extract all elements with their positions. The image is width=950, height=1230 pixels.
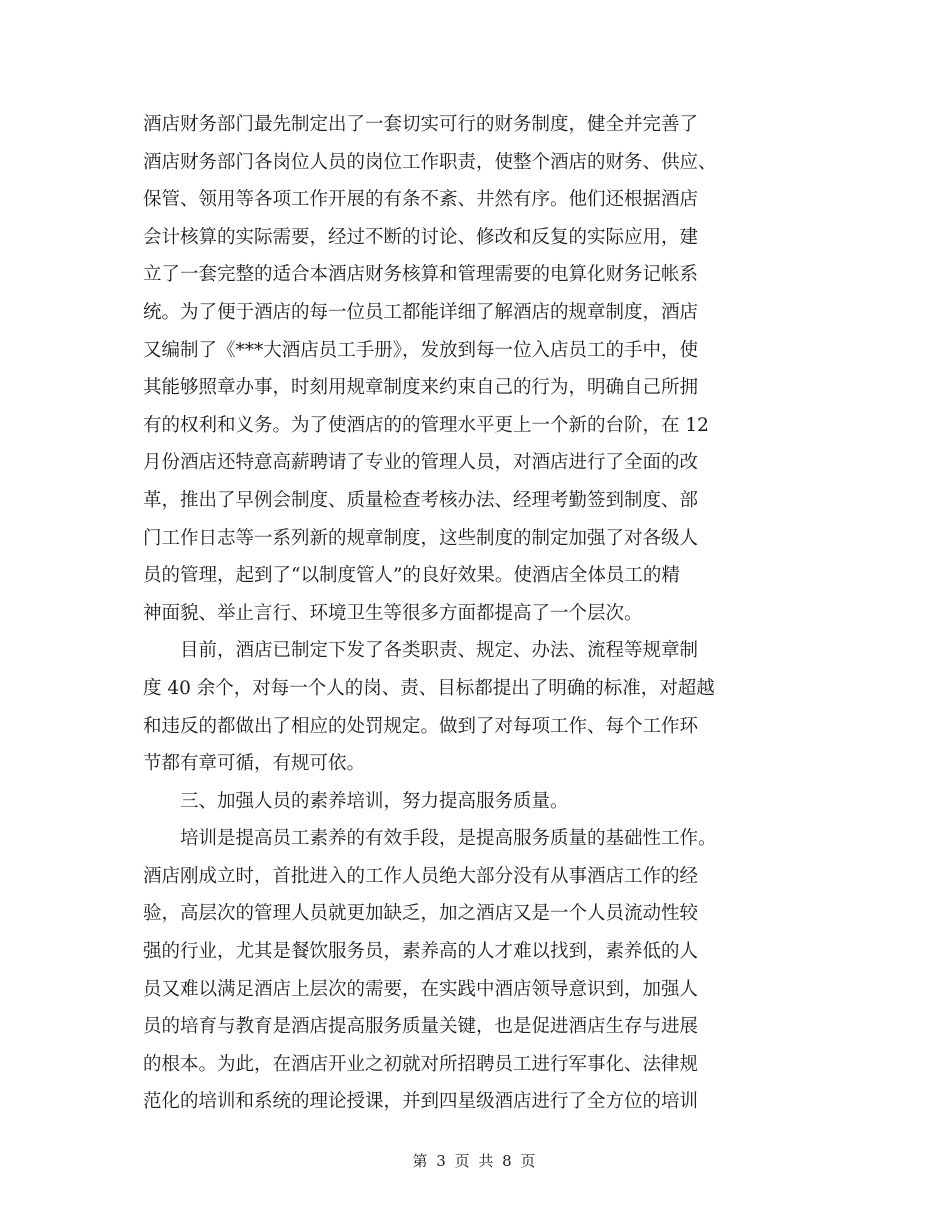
- text-line: 有的权利和义务。为了使酒店的的管理水平更上一个新的台阶，在 12: [143, 414, 709, 436]
- text-line: 员的培育与教育是酒店提高服务质量关键，也是促进酒店生存与进展: [143, 1016, 699, 1038]
- text-line: 范化的培训和系统的理论授课，并到四星级酒店进行了全方位的培训: [143, 1091, 699, 1113]
- text-line: 酒店财务部门最先制定出了一套切实可行的财务制度，健全并完善了: [143, 114, 699, 135]
- text-line: 保管、领用等各项工作开展的有条不紊、井然有序。他们还根据酒店: [143, 189, 699, 211]
- body-text: [143, 106, 813, 1121]
- text-line: 和违反的都做出了相应的处罚规定。做到了对每项工作、每个工作环: [143, 715, 699, 737]
- text-line: 员又难以满足酒店上层次的需要，在实践中酒店领导意识到，加强人: [143, 978, 699, 1000]
- text-line: 验，高层次的管理人员就更加缺乏，加之酒店又是一个人员流动性较: [143, 903, 699, 925]
- text-line: 神面貌、举止言行、环境卫生等很多方面都提高了一个层次。: [143, 602, 643, 624]
- text-line: 目前，酒店已制定下发了各类职责、规定、办法、流程等规章制: [143, 640, 699, 662]
- text-line: 又编制了《***大酒店员工手册》，发放到每一位入店员工的手中，使: [143, 339, 699, 361]
- text-line: 革，推出了早例会制度、质量检查考核办法、经理考勤签到制度、部: [143, 489, 699, 511]
- section-heading: 三、加强人员的素养培训，努力提高服务质量。: [143, 790, 569, 812]
- text-line: 酒店刚成立时，首批进入的工作人员绝大部分没有从事酒店工作的经: [143, 865, 699, 887]
- text-line: 门工作日志等一系列新的规章制度，这些制度的制定加强了对各级人: [143, 527, 699, 549]
- text-line: 月份酒店还特意高薪聘请了专业的管理人员，对酒店进行了全面的改: [143, 452, 699, 474]
- text-line: 培训是提高员工素养的有效手段，是提高服务质量的基础性工作。: [143, 828, 717, 850]
- text-line: 的根本。为此，在酒店开业之初就对所招聘员工进行军事化、法律规: [143, 1053, 699, 1075]
- text-line: 立了一套完整的适合本酒店财务核算和管理需要的电算化财务记帐系: [143, 264, 699, 286]
- text-line: 会计核算的实际需要，经过不断的讨论、修改和反复的实际应用，建: [143, 226, 699, 248]
- text-line: 强的行业，尤其是餐饮服务员，素养高的人才难以找到，素养低的人: [143, 941, 699, 963]
- text-line: 统。为了便于酒店的每一位员工都能详细了解酒店的规章制度，酒店: [143, 301, 699, 323]
- text-line: 度 40 余个，对每一个人的岗、责、目标都提出了明确的标准，对超越: [143, 677, 715, 699]
- page-number: 第 3 页 共 8 页: [412, 1152, 538, 1170]
- text-line: 节都有章可循，有规可依。: [143, 753, 366, 775]
- text-line: 其能够照章办事，时刻用规章制度来约束自己的行为，明确自己所拥: [143, 377, 699, 399]
- text-line: 酒店财务部门各岗位人员的岗位工作职责，使整个酒店的财务、供应、: [143, 151, 717, 173]
- text-line: 员的管理，起到了“以制度管人”的良好效果。使酒店全体员工的精: [143, 565, 680, 587]
